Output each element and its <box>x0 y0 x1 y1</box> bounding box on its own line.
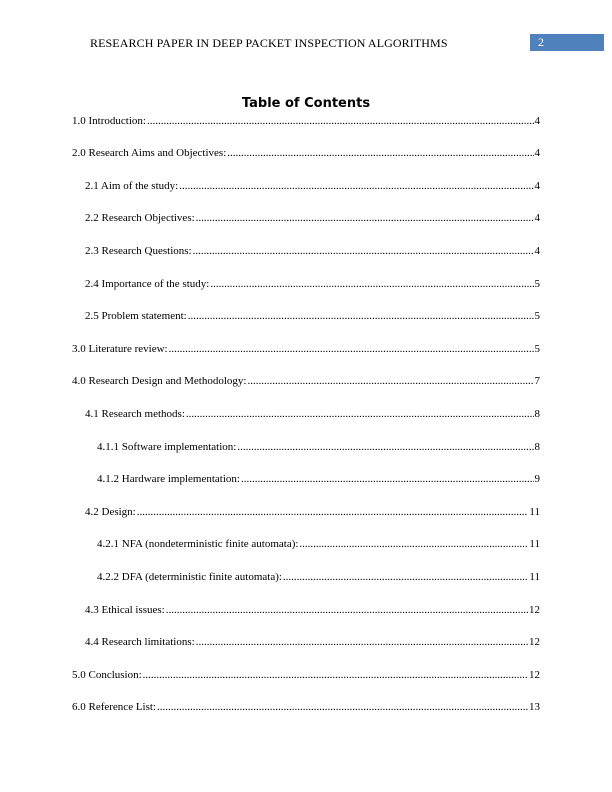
toc-leader-dots <box>169 343 534 355</box>
toc-leader-dots <box>196 636 528 648</box>
toc-entry[interactable]: 4.1 Research methods: ..... 8 <box>85 408 540 424</box>
toc-leader-dots <box>237 441 533 453</box>
toc-entry[interactable]: 4.0 Research Design and Methodology: ..... 7 <box>72 375 540 391</box>
toc-heading: Table of Contents <box>241 96 371 111</box>
toc-entry[interactable]: 2.4 Importance of the study: ..... 5 <box>85 278 540 294</box>
toc-entry[interactable]: 4.2.1 NFA (nondeterministic finite automata): ..... 11 <box>97 538 540 554</box>
toc-leader-dots <box>299 538 528 550</box>
toc-entry[interactable]: 4.1.2 Hardware implementation: ..... 9 <box>97 473 540 489</box>
toc-leader-dots <box>143 669 528 681</box>
toc-entry[interactable]: 6.0 Reference List: ..... 13 <box>72 701 540 717</box>
toc-leader-dots <box>179 180 533 192</box>
toc-leader-dots <box>186 408 534 420</box>
toc-leader-dots <box>241 473 534 485</box>
toc-leader-dots <box>210 278 533 290</box>
toc-entry[interactable]: 4.1.1 Software implementation: ..... 8 <box>97 441 540 457</box>
toc-entry[interactable]: 4.3 Ethical issues: ..... 12 <box>85 604 540 620</box>
toc-entry[interactable]: 4.2.2 DFA (deterministic finite automata): ..... 11 <box>97 571 540 587</box>
toc-entry[interactable]: 1.0 Introduction: ..... 4 <box>72 115 540 131</box>
toc-entry[interactable]: 2.2 Research Objectives: ..... 4 <box>85 212 540 228</box>
toc-leader-dots <box>137 506 529 518</box>
toc-entry[interactable]: 4.4 Research limitations: ..... 12 <box>85 636 540 652</box>
toc-entry[interactable]: 2.1 Aim of the study: ..... 4 <box>85 180 540 196</box>
toc-leader-dots <box>157 701 528 713</box>
toc-entry[interactable]: 2.3 Research Questions: ..... 4 <box>85 245 540 261</box>
toc-leader-dots <box>247 375 533 387</box>
toc-leader-dots <box>147 115 534 127</box>
toc-entry[interactable]: 3.0 Literature review: ..... 5 <box>72 343 540 359</box>
toc-leader-dots <box>188 310 534 322</box>
toc-entry[interactable]: 2.0 Research Aims and Objectives: ..... 4 <box>72 147 540 163</box>
toc-leader-dots <box>193 245 534 257</box>
toc-leader-dots <box>283 571 528 583</box>
toc-leader-dots <box>227 147 533 159</box>
running-header-title: RESEARCH PAPER IN DEEP PACKET INSPECTION ALGORITHMS <box>90 36 448 50</box>
toc-entry[interactable]: 5.0 Conclusion: ..... 12 <box>72 669 540 685</box>
toc-entry[interactable]: 4.2 Design: ..... 11 <box>85 506 540 522</box>
toc-leader-dots <box>196 212 534 224</box>
toc-entry[interactable]: 2.5 Problem statement: ..... 5 <box>85 310 540 326</box>
toc-leader-dots <box>166 604 528 616</box>
page-number-badge: 2 <box>530 34 604 51</box>
